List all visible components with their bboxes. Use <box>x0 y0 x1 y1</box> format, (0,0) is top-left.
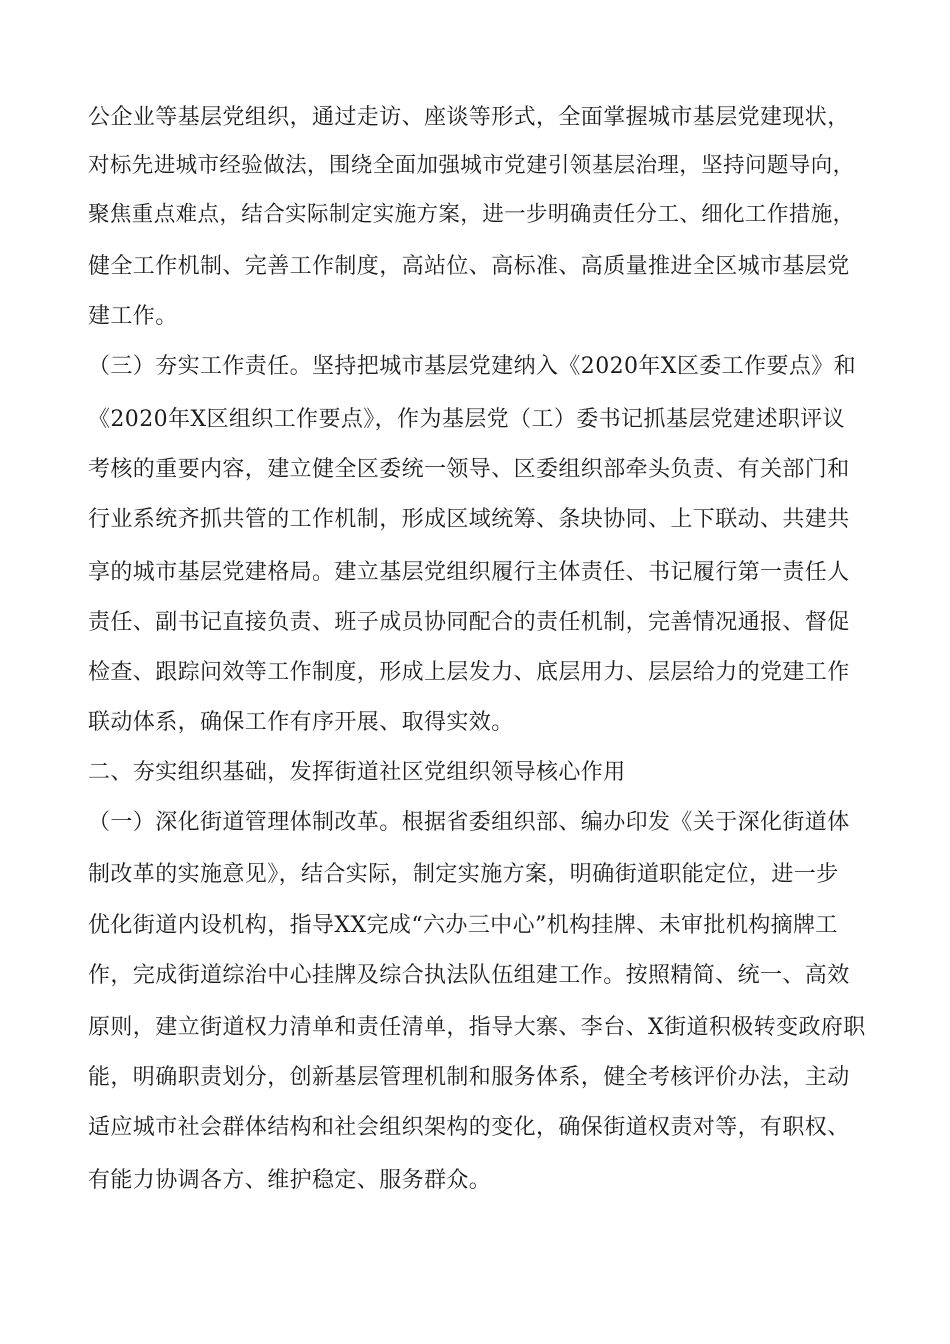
text-line: 联动体系，确保工作有序开展、取得实效。 <box>88 710 514 735</box>
text-line: （一）深化街道管理体制改革。根据省委组织部、编办印发《关于深化街道体 <box>88 810 850 835</box>
text-line: 能，明确职责划分，创新基层管理机制和服务体系，健全考核评价办法，主动 <box>88 1065 850 1090</box>
text-line: 检查、跟踪问效等工作制度，形成上层发力、底层用力、层层给力的党建工作 <box>88 660 850 685</box>
section-heading: 二、夯实组织基础，发挥街道社区党组织领导核心作用 <box>88 760 626 785</box>
text-line: 作，完成街道综治中心挂牌及综合执法队伍组建工作。按照精简、统一、高效 <box>88 963 850 988</box>
text-line: （三）夯实工作责任。坚持把城市基层党建纳入《2020年X区委工作要点》和 <box>88 354 857 379</box>
text-line: 行业系统齐抓共管的工作机制，形成区域统筹、条块协同、上下联动、共建共 <box>88 507 850 532</box>
text-line: 公企业等基层党组织，通过走访、座谈等形式，全面掌握城市基层党建现状， <box>88 105 850 130</box>
text-line: 《2020年X区组织工作要点》，作为基层党（工）委书记抓基层党建述职评议 <box>88 407 846 432</box>
text-line: 优化街道内设机构，指导XX完成“六办三中心”机构挂牌、未审批机构摘牌工 <box>88 913 838 938</box>
text-line: 有能力协调各方、维护稳定、服务群众。 <box>88 1168 492 1193</box>
text-line: 原则，建立街道权力清单和责任清单，指导大寨、李台、X街道积极转变政府职 <box>88 1015 866 1040</box>
text-line: 制改革的实施意见》，结合实际，制定实施方案，明确街道职能定位，进一步 <box>88 862 839 887</box>
text-line: 健全工作机制、完善工作制度，高站位、高标准、高质量推进全区城市基层党 <box>88 254 850 279</box>
text-line: 享的城市基层党建格局。建立基层党组织履行主体责任、书记履行第一责任人 <box>88 560 850 585</box>
text-line: 对标先进城市经验做法，围绕全面加强城市党建引领基层治理，坚持问题导向， <box>88 153 855 178</box>
text-line: 建工作。 <box>88 304 178 329</box>
text-line: 聚焦重点难点，结合实际制定实施方案，进一步明确责任分工、细化工作措施， <box>88 202 855 227</box>
text-line: 考核的重要内容，建立健全区委统一领导、区委组织部牵头负责、有关部门和 <box>88 457 850 482</box>
text-line: 适应城市社会群体结构和社会组织架构的变化，确保街道权责对等，有职权、 <box>88 1115 850 1140</box>
text-line: 责任、副书记直接负责、班子成员协同配合的责任机制，完善情况通报、督促 <box>88 610 850 635</box>
